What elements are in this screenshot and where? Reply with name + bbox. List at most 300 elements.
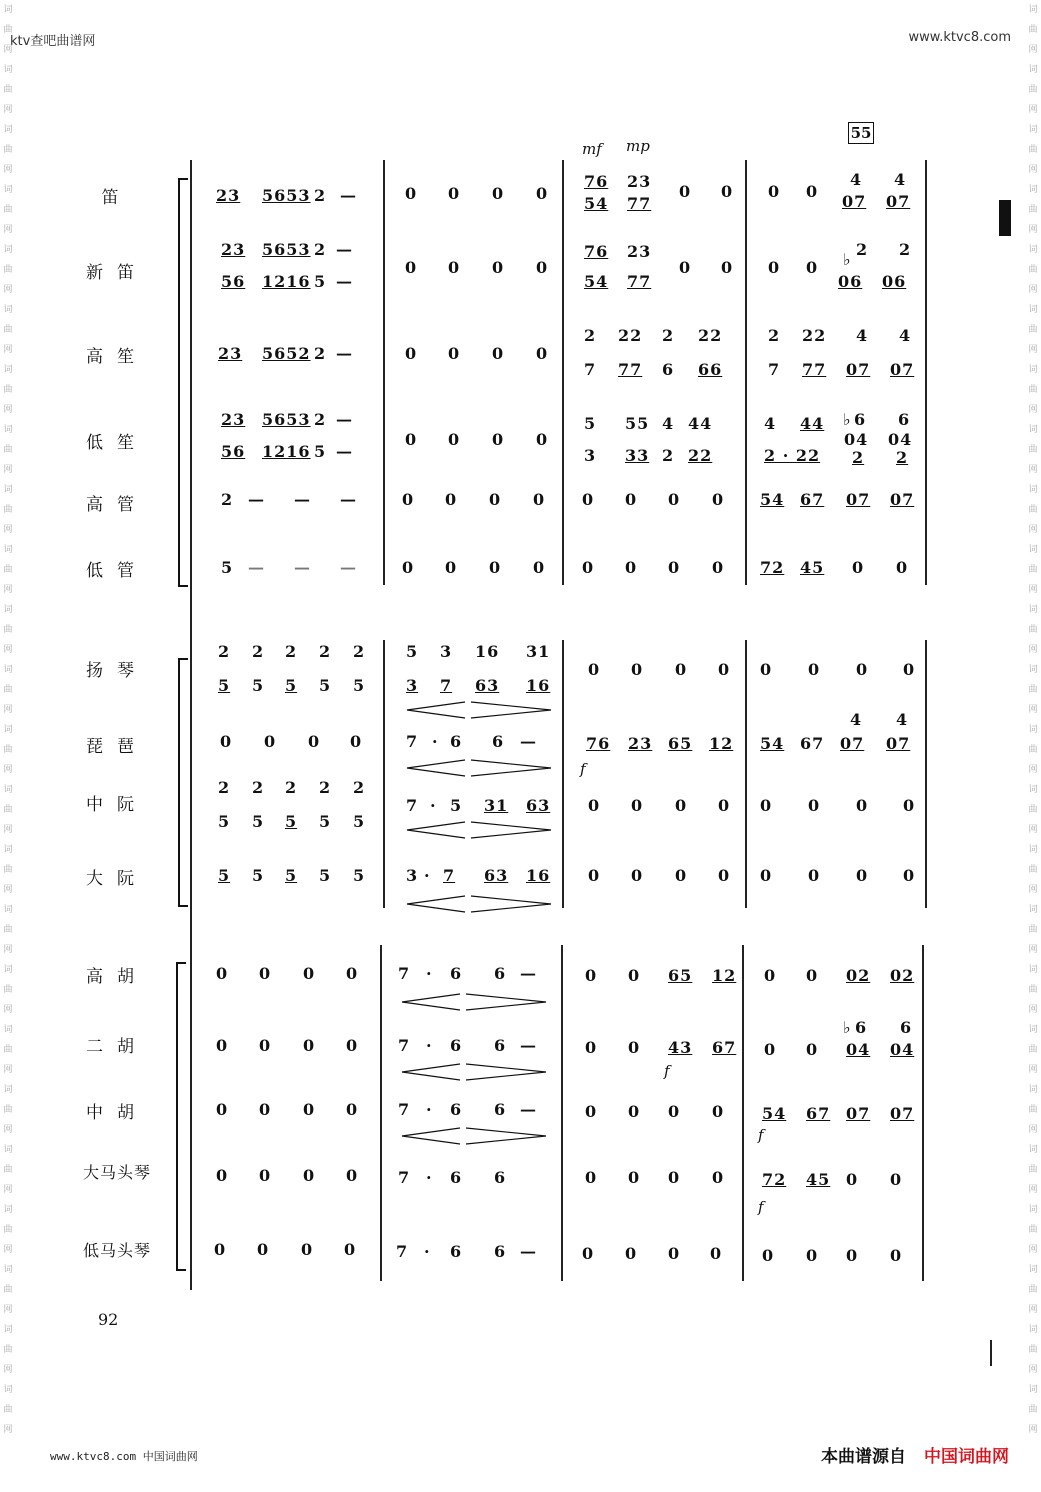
note-cell: 2	[319, 778, 332, 797]
note-cell: 0	[808, 660, 821, 679]
note-cell: 2	[584, 326, 597, 345]
note-cell: 0	[718, 796, 731, 815]
note-cell: 07	[842, 192, 867, 211]
note-cell: 0	[216, 1100, 229, 1119]
instrument-gaohu: 高胡	[86, 967, 148, 987]
barline-end	[925, 160, 927, 585]
note-cell: 6	[494, 1100, 507, 1119]
note-cell: 6	[494, 1036, 507, 1055]
winds-bracket	[178, 178, 188, 587]
footer-source	[821, 1442, 1009, 1467]
note-cell: 67	[800, 734, 825, 753]
note-cell: 65	[668, 966, 693, 985]
note-cell: 23	[628, 734, 653, 753]
note-cell: 0	[760, 796, 773, 815]
note-cell: 0	[214, 1240, 227, 1259]
note-cell: 0	[259, 1100, 272, 1119]
note-cell: ·	[426, 1168, 433, 1187]
note-cell: 0	[405, 184, 418, 203]
hairpin-erhu	[400, 1062, 550, 1082]
note-cell: 23	[218, 344, 243, 363]
note-cell: 2	[899, 240, 912, 259]
barline-3b	[745, 640, 747, 908]
note-cell: 65	[668, 734, 693, 753]
note-cell: 2	[768, 326, 781, 345]
note-cell: ·	[424, 866, 431, 885]
note-cell: 0	[588, 796, 601, 815]
note-cell: 5	[406, 642, 419, 661]
note-cell: 0	[628, 1102, 641, 1121]
note-cell: 5	[450, 796, 463, 815]
note-cell: 5	[353, 812, 366, 831]
note-cell: 3	[584, 446, 597, 465]
note-cell: 0	[402, 490, 415, 509]
instrument-daruan: 大阮	[86, 869, 148, 889]
note-cell: 5653	[262, 186, 311, 205]
note-cell: 4	[894, 170, 907, 189]
note-cell: 0	[220, 732, 233, 751]
dynamic-f-erhu: f	[664, 1062, 670, 1080]
note-cell: 12	[709, 734, 734, 753]
flat-accidental: ♭	[843, 410, 852, 429]
note-cell: 5	[285, 812, 298, 831]
note-cell: 0	[259, 1036, 272, 1055]
note-cell: 0	[405, 258, 418, 277]
note-cell: 7	[406, 732, 419, 751]
note-cell: 4	[662, 414, 675, 433]
note-cell: 0	[536, 430, 549, 449]
note-cell: —	[340, 186, 357, 205]
note-cell: 2	[221, 490, 234, 509]
note-cell: 0	[668, 1168, 681, 1187]
instrument-xindi: 新笛	[86, 263, 148, 283]
barline-2c	[561, 945, 563, 1281]
note-cell: —	[520, 1100, 537, 1119]
note-cell: 0	[631, 866, 644, 885]
note-cell: 0	[489, 490, 502, 509]
note-cell: 07	[886, 192, 911, 211]
note-cell: 0	[856, 660, 869, 679]
note-cell: 2	[662, 326, 675, 345]
note-cell: 0	[712, 1102, 725, 1121]
note-cell: 66	[698, 360, 723, 379]
note-cell: 22	[802, 326, 827, 345]
note-cell: 0	[808, 866, 821, 885]
note-cell: 0	[492, 258, 505, 277]
note-cell: 56	[221, 442, 246, 461]
note-cell: 02	[846, 966, 871, 985]
note-cell: 16	[526, 676, 551, 695]
note-cell: 2 · 22	[764, 446, 821, 465]
note-cell: 07	[840, 734, 865, 753]
note-cell: 0	[216, 1036, 229, 1055]
note-cell: 0	[216, 1166, 229, 1185]
note-cell: 23	[221, 240, 246, 259]
note-cell: 0	[448, 430, 461, 449]
hairpin-daruan	[405, 894, 555, 914]
note-cell: 0	[903, 866, 916, 885]
instrument-pipa: 琵琶	[86, 737, 148, 757]
note-cell: 6	[494, 1242, 507, 1261]
note-cell: 07	[890, 360, 915, 379]
note-cell: 6	[450, 1168, 463, 1187]
note-cell: 77	[618, 360, 643, 379]
note-cell: 6	[494, 964, 507, 983]
note-cell: 67	[800, 490, 825, 509]
note-cell: 0	[721, 258, 734, 277]
note-cell: 7	[768, 360, 781, 379]
note-cell: 63	[475, 676, 500, 695]
note-cell: 0	[721, 182, 734, 201]
note-cell: 0	[588, 660, 601, 679]
note-cell: 2	[662, 446, 675, 465]
note-cell: —	[520, 1242, 537, 1261]
note-cell: 5	[584, 414, 597, 433]
note-cell: 04	[846, 1040, 871, 1059]
note-cell: 7	[440, 676, 453, 695]
note-cell: —	[336, 344, 353, 363]
note-cell: 6	[450, 1036, 463, 1055]
note-cell: 0	[303, 1036, 316, 1055]
note-cell: 0	[346, 1036, 359, 1055]
hairpin-zhongruan	[405, 820, 555, 840]
note-cell: 0	[768, 182, 781, 201]
note-cell: 0	[846, 1246, 859, 1265]
note-cell: 2	[852, 448, 865, 467]
margin-mark	[990, 1340, 992, 1366]
note-cell: —	[248, 558, 265, 577]
note-cell: —	[336, 442, 353, 461]
note-cell: 4	[850, 710, 863, 729]
note-cell: 0	[760, 866, 773, 885]
note-cell: 0	[764, 1040, 777, 1059]
note-cell: 0	[846, 1170, 859, 1189]
note-cell: 0	[668, 1244, 681, 1263]
note-cell: 0	[806, 258, 819, 277]
note-cell: 2	[218, 778, 231, 797]
dynamic-mf: mf	[582, 140, 602, 158]
note-cell: 5	[218, 812, 231, 831]
note-cell: 0	[896, 558, 909, 577]
note-cell: 0	[402, 558, 415, 577]
instrument-dimatou: 低马头琴	[82, 1241, 151, 1260]
barline-1c	[380, 945, 382, 1281]
note-cell: 45	[806, 1170, 831, 1189]
note-cell: 0	[890, 1246, 903, 1265]
note-cell: 0	[533, 490, 546, 509]
note-cell: 07	[846, 490, 871, 509]
note-cell: —	[294, 558, 311, 577]
note-cell: —	[336, 240, 353, 259]
note-cell: 63	[484, 866, 509, 885]
note-cell: 6	[855, 1018, 868, 1037]
note-cell: 5653	[262, 240, 311, 259]
note-cell: 2	[314, 344, 327, 363]
note-cell: 0	[631, 796, 644, 815]
note-cell: 6	[900, 1018, 913, 1037]
note-cell: 55	[625, 414, 650, 433]
note-cell: 0	[668, 558, 681, 577]
note-cell: 0	[585, 1102, 598, 1121]
note-cell: 0	[257, 1240, 270, 1259]
note-cell: 22	[698, 326, 723, 345]
note-cell: 7	[406, 796, 419, 815]
note-cell: 2	[252, 642, 265, 661]
note-cell: 2	[314, 186, 327, 205]
note-cell: 54	[760, 734, 785, 753]
note-cell: 5	[218, 866, 231, 885]
note-cell: 56	[221, 272, 246, 291]
note-cell: 0	[346, 1100, 359, 1119]
note-cell: 2	[314, 410, 327, 429]
note-cell: 0	[492, 430, 505, 449]
note-cell: 76	[586, 734, 611, 753]
note-cell: 2	[896, 448, 909, 467]
note-cell: 0	[806, 966, 819, 985]
note-cell: 07	[886, 734, 911, 753]
site-url[interactable]: www.ktvc8.com	[908, 30, 1011, 45]
note-cell: 0	[852, 558, 865, 577]
barline-endc	[922, 945, 924, 1281]
note-cell: 0	[448, 258, 461, 277]
note-cell: 77	[802, 360, 827, 379]
note-cell: 2	[285, 642, 298, 661]
note-cell: 45	[800, 558, 825, 577]
flat-accidental: ♭	[843, 250, 852, 269]
note-cell: 0	[346, 964, 359, 983]
site-name: ktv查吧曲谱网	[10, 34, 96, 49]
note-cell: 44	[688, 414, 713, 433]
note-cell: 7	[443, 866, 456, 885]
note-cell: 67	[806, 1104, 831, 1123]
page-number: 92	[98, 1310, 119, 1329]
dynamic-mp: mp	[626, 137, 650, 155]
note-cell: 0	[712, 490, 725, 509]
note-cell: 6	[450, 964, 463, 983]
note-cell: 0	[585, 1168, 598, 1187]
note-cell: 54	[584, 272, 609, 291]
footer-brand[interactable]: 中国词曲网	[924, 1447, 1009, 1467]
note-cell: 0	[588, 866, 601, 885]
note-cell: 0	[712, 558, 725, 577]
note-cell: 31	[526, 642, 551, 661]
watermark-right: 词曲网词曲网词曲网词曲网词曲网词曲网词曲网词曲网词曲网词曲网词曲网词曲网词曲网词曲网词曲网词曲网词曲网词曲网词曲网词曲网词曲网词曲网词曲网词曲网	[1028, 5, 1038, 1435]
note-cell: 5	[353, 866, 366, 885]
note-cell: 0	[668, 490, 681, 509]
note-cell: 07	[846, 1104, 871, 1123]
note-cell: 5	[314, 442, 327, 461]
note-cell: 0	[762, 1246, 775, 1265]
note-cell: 72	[760, 558, 785, 577]
note-cell: 06	[882, 272, 907, 291]
note-cell: 76	[584, 172, 609, 191]
note-cell: 0	[301, 1240, 314, 1259]
note-cell: ·	[426, 964, 433, 983]
note-cell: 2	[353, 642, 366, 661]
note-cell: —	[340, 558, 357, 577]
note-cell: 23	[221, 410, 246, 429]
note-cell: 0	[492, 344, 505, 363]
note-cell: 0	[806, 1246, 819, 1265]
note-cell: 5	[252, 676, 265, 695]
instrument-diguan: 低管	[86, 561, 148, 581]
note-cell: 0	[679, 182, 692, 201]
note-cell: 6	[494, 1168, 507, 1187]
note-cell: 3	[406, 676, 419, 695]
note-cell: 0	[264, 732, 277, 751]
note-cell: 0	[712, 1168, 725, 1187]
note-cell: 0	[768, 258, 781, 277]
note-cell: 0	[856, 866, 869, 885]
note-cell: —	[340, 490, 357, 509]
instrument-disheng: 低笙	[86, 433, 148, 453]
note-cell: 77	[627, 272, 652, 291]
note-cell: 0	[344, 1240, 357, 1259]
note-cell: 33	[625, 446, 650, 465]
note-cell: 22	[688, 446, 713, 465]
note-cell: 0	[856, 796, 869, 815]
note-cell: 22	[618, 326, 643, 345]
barline-1b	[383, 640, 385, 908]
note-cell: 0	[760, 660, 773, 679]
note-cell: 0	[445, 558, 458, 577]
note-cell: 1216	[262, 272, 311, 291]
note-cell: 0	[903, 660, 916, 679]
note-cell: 07	[846, 360, 871, 379]
note-cell: 0	[585, 966, 598, 985]
page-tab-marker	[999, 200, 1011, 236]
note-cell: 5	[252, 812, 265, 831]
note-cell: 0	[448, 344, 461, 363]
note-cell: 5652	[262, 344, 311, 363]
bowed-bracket	[176, 962, 186, 1271]
footer-site[interactable]: www.ktvc8.com 中国词曲网	[50, 1450, 198, 1463]
note-cell: ·	[430, 796, 437, 815]
note-cell: 76	[584, 242, 609, 261]
dynamic-f-damatou: f	[758, 1198, 764, 1216]
barline-1	[383, 160, 385, 585]
note-cell: 2	[314, 240, 327, 259]
note-cell: 04	[890, 1040, 915, 1059]
instrument-damatou: 大马头琴	[82, 1163, 151, 1182]
note-cell: 16	[526, 866, 551, 885]
note-cell: 6	[662, 360, 675, 379]
note-cell: 0	[346, 1166, 359, 1185]
note-cell: 0	[675, 796, 688, 815]
note-cell: 44	[800, 414, 825, 433]
hairpin-yangqin	[405, 700, 555, 720]
note-cell: 0	[303, 1166, 316, 1185]
note-cell: 1216	[262, 442, 311, 461]
note-cell: 0	[718, 660, 731, 679]
note-cell: 04	[844, 430, 869, 449]
barline-2b	[562, 640, 564, 908]
note-cell: ·	[424, 1242, 431, 1261]
note-cell: 5	[252, 866, 265, 885]
barline-3c	[742, 945, 744, 1281]
note-cell: 0	[536, 184, 549, 203]
note-cell: 0	[764, 966, 777, 985]
note-cell: 0	[625, 558, 638, 577]
note-cell: 0	[890, 1170, 903, 1189]
instrument-zhonghu: 中胡	[86, 1103, 148, 1123]
note-cell: 54	[760, 490, 785, 509]
note-cell: 0	[625, 490, 638, 509]
note-cell: 6	[450, 1242, 463, 1261]
note-cell: 5	[319, 676, 332, 695]
note-cell: 3	[406, 866, 419, 885]
note-cell: 67	[712, 1038, 737, 1057]
footer-source-label: 本曲谱源自	[821, 1447, 906, 1467]
dynamic-f-zhonghu: f	[758, 1126, 764, 1144]
barline-2	[562, 160, 564, 585]
instrument-di: 笛	[101, 188, 133, 208]
note-cell: 0	[303, 964, 316, 983]
note-cell: 63	[526, 796, 551, 815]
note-cell: 0	[259, 1166, 272, 1185]
note-cell: 0	[445, 490, 458, 509]
note-cell: 5	[314, 272, 327, 291]
note-cell: 6	[450, 1100, 463, 1119]
note-cell: 0	[536, 344, 549, 363]
note-cell: 2	[353, 778, 366, 797]
note-cell: 12	[712, 966, 737, 985]
note-cell: 6	[898, 410, 911, 429]
note-cell: 2	[285, 778, 298, 797]
note-cell: 3	[440, 642, 453, 661]
note-cell: 0	[718, 866, 731, 885]
note-cell: 5	[285, 676, 298, 695]
note-cell: 0	[536, 258, 549, 277]
note-cell: 0	[675, 866, 688, 885]
system-start-line	[190, 160, 192, 1290]
note-cell: 77	[627, 194, 652, 213]
note-cell: 06	[838, 272, 863, 291]
flat-accidental: ♭	[843, 1018, 852, 1037]
note-cell: 5	[319, 812, 332, 831]
note-cell: 23	[627, 242, 652, 261]
note-cell: 0	[308, 732, 321, 751]
note-cell: 31	[484, 796, 509, 815]
note-cell: 0	[806, 182, 819, 201]
note-cell: 0	[533, 558, 546, 577]
note-cell: 6	[854, 410, 867, 429]
note-cell: 23	[216, 186, 241, 205]
note-cell: 5	[353, 676, 366, 695]
note-cell: 0	[710, 1244, 723, 1263]
note-cell: —	[248, 490, 265, 509]
note-cell: 0	[808, 796, 821, 815]
note-cell: 2	[252, 778, 265, 797]
note-cell: ·	[426, 1100, 433, 1119]
note-cell: 54	[762, 1104, 787, 1123]
watermark-left: 词曲网词曲网词曲网词曲网词曲网词曲网词曲网词曲网词曲网词曲网词曲网词曲网词曲网词曲网词曲网词曲网词曲网词曲网词曲网词曲网词曲网词曲网词曲网词曲网	[3, 5, 13, 1435]
note-cell: 7	[396, 1242, 409, 1261]
instrument-yangqin: 扬琴	[86, 661, 148, 681]
barline-endb	[925, 640, 927, 908]
note-cell: 72	[762, 1170, 787, 1189]
note-cell: 0	[628, 1038, 641, 1057]
note-cell: 4	[764, 414, 777, 433]
note-cell: 2	[319, 642, 332, 661]
note-cell: 0	[625, 1244, 638, 1263]
note-cell: 23	[627, 172, 652, 191]
note-cell: 5653	[262, 410, 311, 429]
note-cell: 0	[582, 1244, 595, 1263]
note-cell: ·	[432, 732, 439, 751]
note-cell: 0	[806, 1040, 819, 1059]
note-cell: 2	[218, 642, 231, 661]
